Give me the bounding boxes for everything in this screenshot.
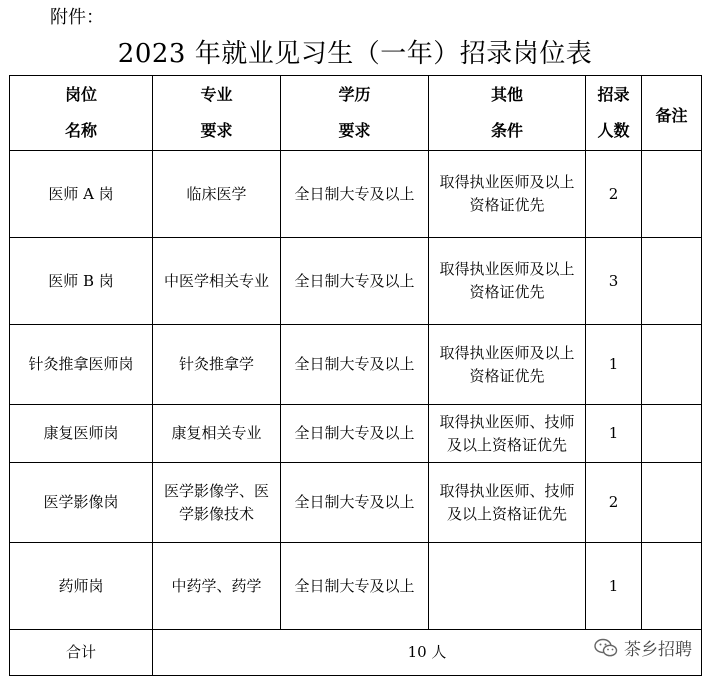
cell-count: 3: [586, 238, 642, 325]
cell-education: 全日制大专及以上: [281, 238, 429, 325]
attachment-label: 附件：: [50, 7, 104, 28]
table-row: [10, 238, 702, 325]
cell-education: 全日制大专及以上: [281, 151, 429, 238]
table-row: [10, 463, 702, 543]
header-position: 岗位 名称: [10, 76, 153, 151]
header-notes: 备注: [642, 76, 702, 151]
cell-major: 针灸推拿学: [153, 325, 281, 405]
cell-notes: [642, 543, 702, 630]
cell-major: 中医学相关专业: [153, 238, 281, 325]
table-header-row: [10, 76, 702, 151]
cell-notes: [642, 238, 702, 325]
cell-major: 中药学、药学: [153, 543, 281, 630]
table-row: [10, 325, 702, 405]
header-other: 其他 条件: [429, 76, 586, 151]
cell-education: 全日制大专及以上: [281, 543, 429, 630]
cell-notes: [642, 463, 702, 543]
watermark-text: 茶乡招聘: [624, 640, 692, 660]
cell-other: 取得执业医师及以上资格证优先: [429, 325, 586, 405]
recruitment-table: [9, 75, 702, 676]
table-row: [10, 405, 702, 463]
header-count: 招录 人数: [586, 76, 642, 151]
wechat-icon: [594, 638, 618, 658]
cell-position: 医师 A 岗: [10, 151, 153, 238]
cell-other: 取得执业医师、技师及以上资格证优先: [429, 463, 586, 543]
cell-notes: [642, 151, 702, 238]
cell-major: 医学影像学、医学影像技术: [153, 463, 281, 543]
cell-other: 取得执业医师及以上资格证优先: [429, 151, 586, 238]
cell-position: 药师岗: [10, 543, 153, 630]
total-label: 合计: [10, 630, 153, 676]
header-major: 专业 要求: [153, 76, 281, 151]
cell-other: 取得执业医师、技师及以上资格证优先: [429, 405, 586, 463]
cell-education: 全日制大专及以上: [281, 463, 429, 543]
cell-position: 康复医师岗: [10, 405, 153, 463]
table-row: [10, 151, 702, 238]
cell-count: 2: [586, 463, 642, 543]
cell-position: 医学影像岗: [10, 463, 153, 543]
cell-count: 2: [586, 151, 642, 238]
cell-notes: [642, 405, 702, 463]
header-education: 学历 要求: [281, 76, 429, 151]
page-title: 2023 年就业见习生（一年）招录岗位表: [117, 39, 593, 69]
watermark: [594, 635, 692, 660]
table-row: [10, 543, 702, 630]
cell-other: 取得执业医师及以上资格证优先: [429, 238, 586, 325]
cell-major: 康复相关专业: [153, 405, 281, 463]
cell-count: 1: [586, 405, 642, 463]
total-value: 10 人: [153, 630, 702, 676]
cell-count: 1: [586, 543, 642, 630]
cell-position: 针灸推拿医师岗: [10, 325, 153, 405]
cell-notes: [642, 325, 702, 405]
cell-education: 全日制大专及以上: [281, 405, 429, 463]
cell-count: 1: [586, 325, 642, 405]
cell-education: 全日制大专及以上: [281, 325, 429, 405]
cell-other: [429, 543, 586, 630]
cell-position: 医师 B 岗: [10, 238, 153, 325]
cell-major: 临床医学: [153, 151, 281, 238]
